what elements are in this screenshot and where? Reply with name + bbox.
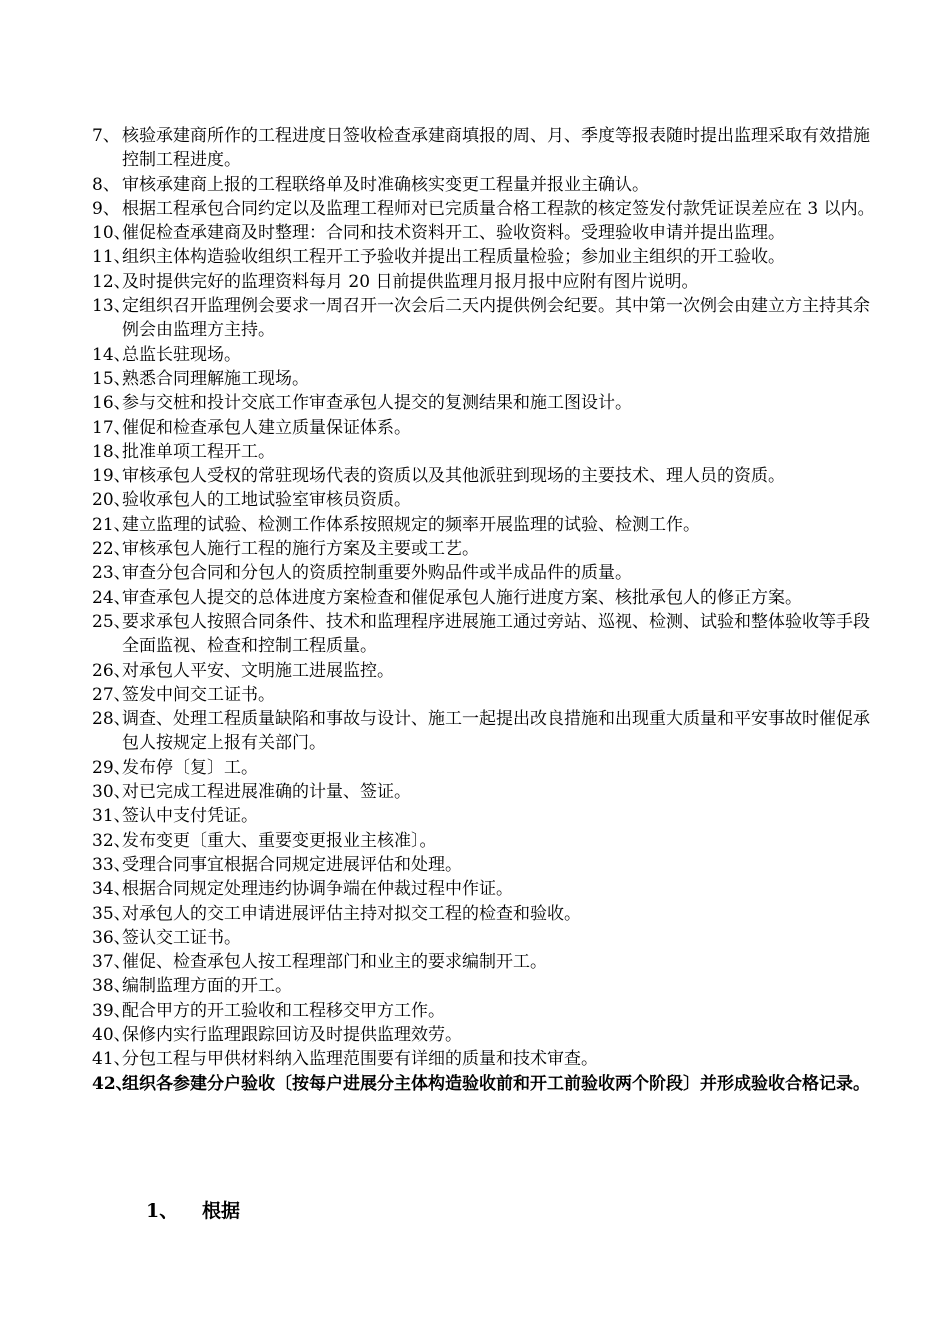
list-item-text: 根据工程承包合同约定以及监理工程师对已完质量合格工程款的核定签发付款凭证误差应在 3 以内。 [122, 198, 875, 219]
list-item [92, 707, 886, 756]
list-item-text: 审核承建商上报的工程联络单及时准确核实变更工程量并报业主确认。 [122, 174, 649, 195]
list-item-number: 39、 [92, 1000, 131, 1021]
list-item-text: 分包工程与甲供材料纳入监理范围要有详细的质量和技术审查。 [122, 1049, 598, 1070]
list-item [92, 294, 886, 343]
list-item-text: 催促检查承建商及时整理：合同和技术资料开工、验收资料。受理验收申请并提出监理。 [122, 223, 785, 244]
list-item-number: 22、 [92, 539, 131, 560]
list-item-text: 签认交工证书。 [122, 927, 241, 948]
list-item-text: 审核承包人施行工程的施行方案及主要或工艺。 [122, 539, 479, 560]
list-item [92, 926, 886, 950]
list-item-text: 核验承建商所作的工程进度日签收检查承建商填报的周、月、季度等报表随时提出监理采取有效措施控制工程进度。 [122, 126, 870, 171]
list-item [92, 124, 886, 173]
list-item-number: 41、 [92, 1049, 131, 1070]
list-item-number: 36、 [92, 927, 131, 948]
list-item [92, 780, 886, 804]
list-item-number: 20、 [92, 490, 131, 511]
section-heading [146, 1196, 240, 1223]
list-item-text: 审核承包人受权的常驻现场代表的资质以及其他派驻到现场的主要技术、理人员的资质。 [122, 466, 785, 487]
list-item-text: 催促和检查承包人建立质量保证体系。 [122, 417, 411, 438]
list-item-number: 31、 [92, 806, 131, 827]
list-item-text: 根据合同规定处理违约协调争端在仲裁过程中作证。 [122, 879, 513, 900]
list-item-text: 组织主体构造验收组织工程开工予验收并提出工程质量检验；参加业主组织的开工验收。 [122, 247, 785, 268]
list-item-number: 34、 [92, 879, 131, 900]
list-item-number: 24、 [92, 587, 131, 608]
list-item [92, 804, 886, 828]
list-item [92, 537, 886, 561]
list-item-number: 23、 [92, 563, 131, 584]
list-item [92, 902, 886, 926]
list-item-number: 26、 [92, 660, 131, 681]
list-item [92, 464, 886, 488]
list-item [92, 197, 886, 221]
list-item-text: 验收承包人的工地试验室审核员资质。 [122, 490, 411, 511]
list-item-text: 总监长驻现场。 [122, 344, 241, 365]
list-item-text: 要求承包人按照合同条件、技术和监理程序进展施工通过旁站、巡视、检测、试验和整体验收等手段全面监视、检查和控制工程质量。 [122, 611, 870, 657]
list-item-number: 11、 [92, 247, 131, 268]
list-item-text: 发布变更〔重大、重要变更报业主核准〕。 [122, 830, 437, 851]
duty-list [92, 124, 886, 1096]
list-item-number: 19、 [92, 466, 131, 487]
list-item [92, 1023, 886, 1047]
list-item-text: 保修内实行监理跟踪回访及时提供监理效劳。 [122, 1024, 462, 1045]
list-item-number: 21、 [92, 514, 131, 535]
list-item-text: 熟悉合同理解施工现场。 [122, 368, 309, 389]
list-item [92, 1072, 886, 1096]
list-item-text: 受理合同事宜根据合同规定进展评估和处理。 [122, 854, 462, 875]
list-item-number: 9、 [92, 198, 120, 219]
list-item [92, 586, 886, 610]
list-item [92, 440, 886, 464]
list-item [92, 1047, 886, 1071]
list-item-text: 及时提供完好的监理资料每月 20 日前提供监理月报月报中应附有图片说明。 [122, 271, 699, 292]
list-item-text: 组织各参建分户验收〔按每户进展分主体构造验收前和开工前验收两个阶段〕并形成验收合格记录。 [122, 1073, 870, 1094]
list-item-number: 15、 [92, 368, 131, 389]
list-item-text: 对已完成工程进展准确的计量、签证。 [122, 782, 411, 803]
list-item-text: 定组织召开监理例会要求一周召开一次会后二天内提供例会纪要。其中第一次例会由建立方主持其余例会由监理方主持。 [122, 296, 870, 341]
list-item-number: 10、 [92, 223, 131, 244]
list-item [92, 659, 886, 683]
list-item-text: 签认中支付凭证。 [122, 806, 258, 827]
list-item-number: 17、 [92, 417, 131, 438]
list-item [92, 367, 886, 391]
list-item [92, 683, 886, 707]
list-item [92, 853, 886, 877]
list-item [92, 270, 886, 294]
list-item [92, 829, 886, 853]
list-item-number: 37、 [92, 952, 131, 973]
list-item [92, 950, 886, 974]
list-item-number: 13、 [92, 296, 131, 317]
list-item-number: 38、 [92, 976, 131, 997]
list-item-text: 批准单项工程开工。 [122, 441, 275, 462]
list-item [92, 245, 886, 269]
list-item [92, 610, 886, 659]
list-item [92, 173, 886, 197]
list-item [92, 999, 886, 1023]
list-item-text: 配合甲方的开工验收和工程移交甲方工作。 [122, 1000, 445, 1021]
list-item [92, 343, 886, 367]
list-item-number: 27、 [92, 684, 131, 705]
list-item-number: 42、 [92, 1073, 133, 1094]
list-item-number: 12、 [92, 271, 131, 292]
section-heading-text: 根据 [202, 1200, 241, 1222]
list-item-text: 对承包人平安、文明施工进展监控。 [122, 660, 394, 681]
list-item [92, 416, 886, 440]
list-item-text: 签发中间交工证书。 [122, 684, 275, 705]
list-item [92, 756, 886, 780]
list-item [92, 877, 886, 901]
list-item-number: 30、 [92, 782, 131, 803]
list-item-text: 审查承包人提交的总体进度方案检查和催促承包人施行进度方案、核批承包人的修正方案。 [122, 587, 802, 608]
list-item-text: 对承包人的交工申请进展评估主持对拟交工程的检查和验收。 [122, 903, 581, 924]
list-item-number: 40、 [92, 1024, 131, 1045]
list-item-number: 35、 [92, 903, 131, 924]
list-item [92, 513, 886, 537]
list-item-text: 建立监理的试验、检测工作体系按照规定的频率开展监理的试验、检测工作。 [122, 514, 700, 535]
list-item-number: 32、 [92, 830, 131, 851]
list-item-text: 发布停〔复〕工。 [122, 757, 258, 778]
list-item-number: 29、 [92, 757, 131, 778]
list-item-number: 33、 [92, 854, 131, 875]
list-item-number: 18、 [92, 441, 131, 462]
list-item [92, 561, 886, 585]
list-item-text: 催促、检查承包人按工程理部门和业主的要求编制开工。 [122, 952, 547, 973]
list-item-text: 审查分包合同和分包人的资质控制重要外购品件或半成品件的质量。 [122, 563, 632, 584]
list-item-number: 25、 [92, 611, 131, 632]
list-item [92, 488, 886, 512]
list-item-number: 8、 [92, 174, 120, 195]
list-item-number: 28、 [92, 709, 131, 730]
section-heading-number: 1、 [146, 1200, 179, 1222]
list-item-number: 14、 [92, 344, 131, 365]
list-item-text: 调查、处理工程质量缺陷和事故与设计、施工一起提出改良措施和出现重大质量和平安事故时催促承包人按规定上报有关部门。 [122, 709, 870, 754]
list-item [92, 391, 886, 415]
list-item-text: 参与交桩和投计交底工作审查承包人提交的复测结果和施工图设计。 [122, 393, 632, 414]
list-item [92, 221, 886, 245]
list-item [92, 974, 886, 998]
list-item-number: 7、 [92, 126, 120, 146]
list-item-text: 编制监理方面的开工。 [122, 976, 292, 997]
list-item-number: 16、 [92, 393, 131, 414]
